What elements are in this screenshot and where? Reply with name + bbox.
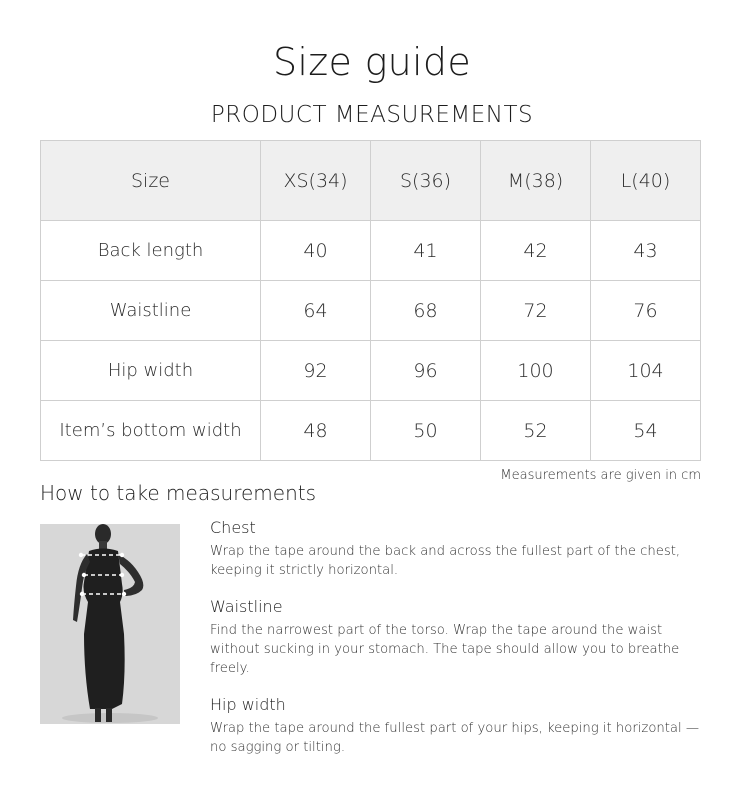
table-row: [41, 341, 701, 401]
header-m: M(38): [481, 141, 591, 221]
table-cell: 76: [591, 281, 701, 341]
table-row: [41, 221, 701, 281]
step-waistline: [210, 597, 710, 678]
measurement-steps: [210, 518, 710, 774]
header-l: L(40): [591, 141, 701, 221]
step-hip-width: [210, 695, 710, 757]
step-text: Wrap the tape around the fullest part of your hips, keeping it horizontal — no sagging or tilting.: [210, 721, 700, 755]
row-label-hip-width: Hip width: [41, 341, 261, 401]
row-label-waistline: Waistline: [41, 281, 261, 341]
table-cell: 64: [261, 281, 371, 341]
table-row: [41, 401, 701, 461]
step-text: Find the narrowest part of the torso. Wrap the tape around the waist without sucking in your stomach. The tape should allow you to breathe freely.: [210, 623, 680, 676]
row-label-back-length: Back length: [41, 221, 261, 281]
table-cell: 48: [261, 401, 371, 461]
table-cell: 41: [371, 221, 481, 281]
table-cell: 52: [481, 401, 591, 461]
header-s: S(36): [371, 141, 481, 221]
table-cell: 104: [591, 341, 701, 401]
table-cell: 54: [591, 401, 701, 461]
table-cell: 50: [371, 401, 481, 461]
table-cell: 42: [481, 221, 591, 281]
table-cell: 92: [261, 341, 371, 401]
model-silhouette-illustration: [40, 524, 180, 724]
table-cell: 96: [371, 341, 481, 401]
step-title: Waistline: [210, 597, 283, 616]
step-text: Wrap the tape around the back and across the fullest part of the chest, keeping it strictly horizontal.: [210, 544, 681, 578]
table-row: [41, 281, 701, 341]
step-chest: [210, 518, 710, 580]
size-table: [40, 140, 701, 461]
step-title: Hip width: [210, 695, 286, 714]
model-measurement-image: [40, 524, 180, 724]
table-cell: 72: [481, 281, 591, 341]
row-label-bottom-width: Item’s bottom width: [41, 401, 261, 461]
table-cell: 43: [591, 221, 701, 281]
table-cell: 100: [481, 341, 591, 401]
how-to-measure-title: How to take measurements: [40, 481, 317, 505]
page-title: Size guide: [272, 40, 472, 84]
table-cell: 68: [371, 281, 481, 341]
header-xs: XS(34): [261, 141, 371, 221]
table-cell: 40: [261, 221, 371, 281]
section-title-product-measurements: PRODUCT MEASUREMENTS: [210, 102, 534, 128]
step-title: Chest: [210, 518, 256, 537]
units-note: Measurements are given in cm: [500, 468, 701, 483]
size-table-header-row: [41, 141, 701, 221]
header-size: Size: [41, 141, 261, 221]
